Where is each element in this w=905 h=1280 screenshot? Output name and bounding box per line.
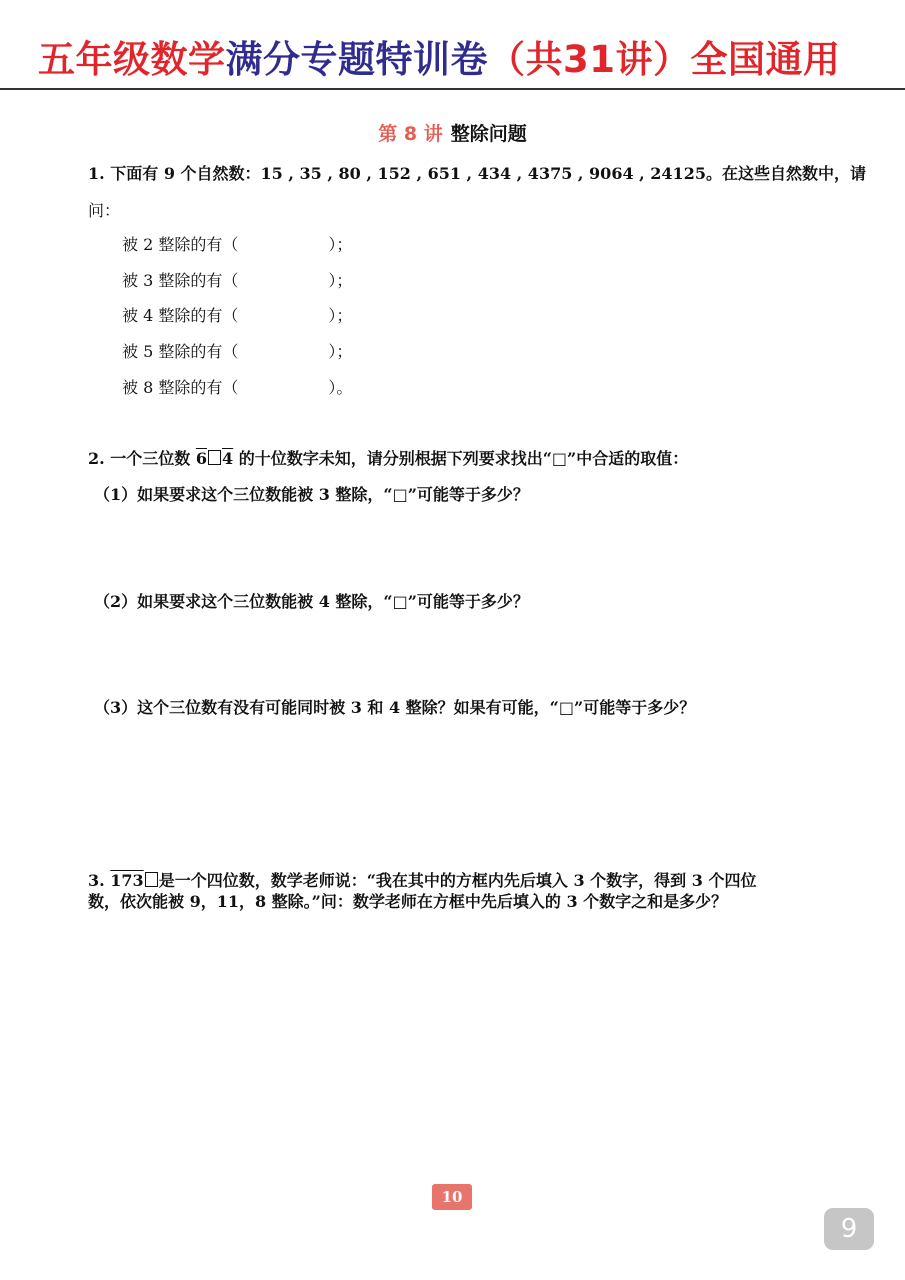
banner-title-part1: 五年级数学 bbox=[38, 38, 226, 81]
q1-item-prefix: 被 5 整除的有（ bbox=[122, 342, 239, 361]
q2-number-b: 4 bbox=[222, 449, 234, 468]
lesson-title bbox=[0, 120, 905, 148]
q1-item-5 bbox=[122, 340, 352, 364]
q2-sub2: （2）如果要求这个三位数能被 4 整除，“□”可能等于多少？ bbox=[94, 592, 529, 611]
q2-sub1: （1）如果要求这个三位数能被 3 整除，“□”可能等于多少？ bbox=[94, 485, 529, 504]
blank-box-icon bbox=[208, 450, 221, 465]
q2-number-a: 6 bbox=[195, 449, 207, 468]
page-number: 10 bbox=[432, 1184, 472, 1210]
banner-title-part2: 满分专题特训卷 bbox=[225, 38, 488, 81]
q2-intro-post: 的十位数字未知，请分别根据下列要求找出“□”中合适的取值： bbox=[233, 449, 689, 468]
q3-number-digits: 173 bbox=[110, 871, 144, 890]
q3-line2: 数，依次能被 9，11，8 整除。”问：数学老师在方框中先后填入的 3 个数字之和是多少？ bbox=[88, 892, 728, 911]
q3-line1-post: 是一个四位数，数学老师说：“我在其中的方框内先后填入 3 个数字，得到 3 个四位 bbox=[158, 871, 757, 890]
lesson-name: 整除问题 bbox=[450, 123, 527, 145]
header-divider bbox=[0, 88, 905, 90]
q1-line1: 1. 下面有 9 个自然数：15 , 35 , 80 , 152 , 651 , 434 , 4375 , 9064 , 24125。在这些自然数中，请 bbox=[88, 164, 866, 183]
banner-title bbox=[38, 34, 841, 86]
q1-item-suffix: ）。 bbox=[328, 378, 353, 397]
lesson-number: 第 8 讲 bbox=[378, 123, 443, 145]
q1-line2: 问： bbox=[88, 201, 121, 220]
corner-badge: 9 bbox=[824, 1208, 874, 1250]
q3-prefix: 3. bbox=[88, 871, 111, 890]
q1-item-2 bbox=[122, 233, 352, 257]
q2-intro bbox=[88, 447, 688, 471]
q1-item-suffix: ）； bbox=[328, 271, 353, 290]
q1-item-4 bbox=[122, 304, 352, 328]
q3-number bbox=[110, 871, 158, 890]
q1-item-8 bbox=[122, 376, 352, 400]
header-banner bbox=[0, 0, 905, 88]
q1-item-prefix: 被 3 整除的有（ bbox=[122, 271, 239, 290]
blank-box-icon bbox=[145, 872, 158, 887]
q1-item-prefix: 被 8 整除的有（ bbox=[122, 378, 239, 397]
q1-item-3 bbox=[122, 269, 352, 293]
banner-title-part3: （共31讲）全国通用 bbox=[488, 38, 841, 81]
q2-number bbox=[196, 449, 233, 468]
q1-item-prefix: 被 2 整除的有（ bbox=[122, 235, 239, 254]
q1-item-prefix: 被 4 整除的有（ bbox=[122, 306, 239, 325]
q2-sub3: （3）这个三位数有没有可能同时被 3 和 4 整除？如果有可能，“□”可能等于多少？ bbox=[94, 698, 696, 717]
q1-item-suffix: ）； bbox=[328, 342, 353, 361]
q2-intro-pre: 2. 一个三位数 bbox=[88, 449, 196, 468]
q1-item-suffix: ）； bbox=[328, 306, 353, 325]
q1-item-suffix: ）； bbox=[328, 235, 353, 254]
